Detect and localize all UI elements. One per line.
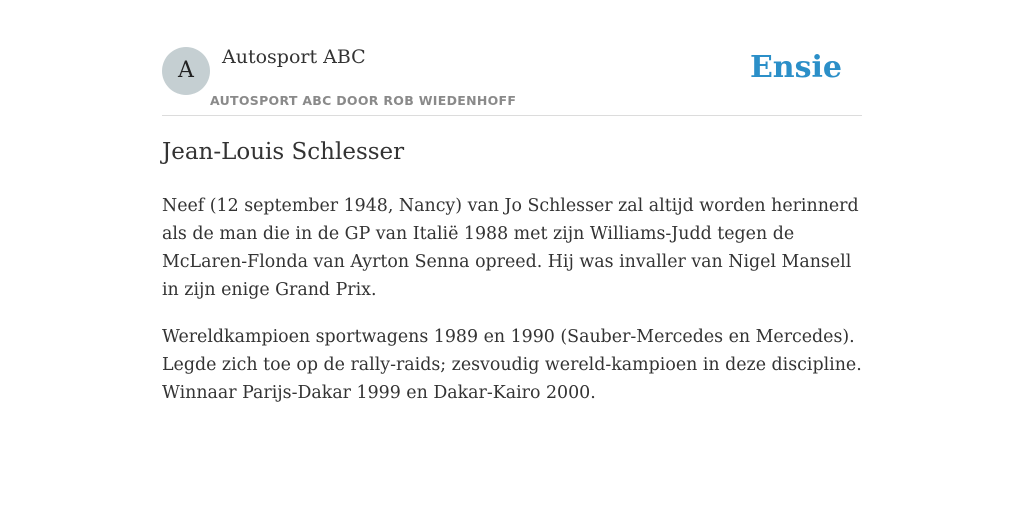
site-logo[interactable]: Ensie xyxy=(749,50,842,85)
article-paragraph: Neef (12 september 1948, Nancy) van Jo Schlesser zal altijd worden herinnerd als de man die in de GP van Italië 1988 met zijn Williams-Judd tegen de McLaren-Flonda van Ayrton Senna opreed. Hij was invaller van Nigel Mansell in zijn enige Grand Prix. xyxy=(162,196,859,300)
byline: AUTOSPORT ABC DOOR ROB WIEDENHOFF xyxy=(210,93,517,108)
source-name[interactable]: Autosport ABC xyxy=(222,46,366,68)
article-header xyxy=(162,44,862,116)
article-title: Jean-Louis Schlesser xyxy=(162,139,405,165)
avatar[interactable]: A xyxy=(162,47,210,95)
article-body xyxy=(162,192,862,426)
article-paragraph: Wereldkampioen sportwagens 1989 en 1990 (Sauber-Mercedes en Mercedes). Legde zich toe op de rally-raids; zesvoudig wereld-kampioen in deze discipline. Winnaar Parijs-Dakar 1999 en Dakar-Kairo 2000. xyxy=(162,327,862,403)
